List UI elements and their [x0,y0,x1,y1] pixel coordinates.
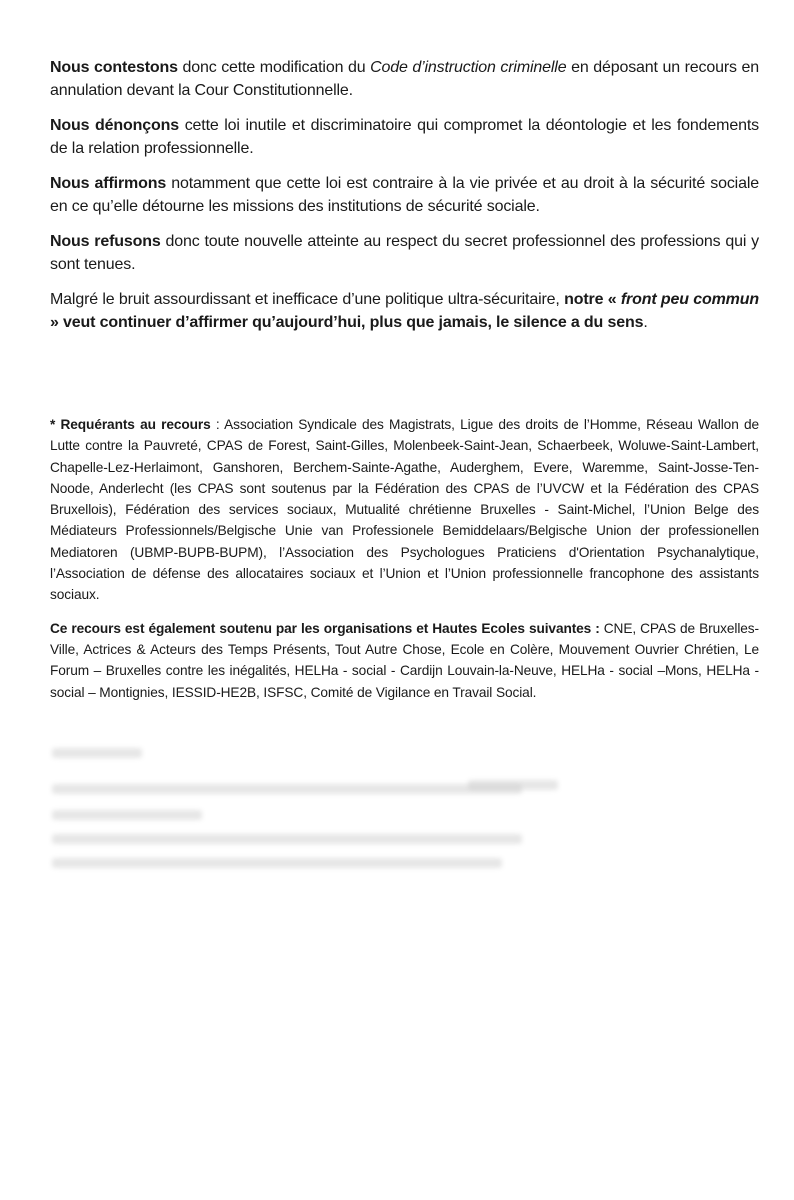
paragraph-affirmons [50,172,759,218]
redacted-line [52,858,502,868]
closing-bold-end: » veut continuer d’affirmer qu’aujourd’hui, plus que jamais, le silence a du sens [50,314,644,331]
closing-text: Malgré le bruit assourdissant et inefficace d’une politique ultra-sécuritaire, [50,291,565,308]
paragraph-text: cette loi inutile et discriminatoire qui compromet la déontologie et les fondements de la relation professionnelle. [50,117,759,157]
closing-period: . [643,314,648,331]
soutien-note [50,618,759,703]
soutien-text: CNE, CPAS de Bruxelles-Ville, Actrices & Acteurs des Temps Présents, Tout Autre Chose, Ecole en Colère, Mouvement Ouvrier Chrétien, Le Forum – Bruxelles contre les inégalités, HELHa - social - Cardijn Louvain-la-Neuve, HELHa - social –Mons, HELHa - social – Montignies, IESSID-HE2B, ISFSC, Comité de Vigilance en Travail Social. [50,620,759,700]
redacted-line [52,748,142,758]
front-peu-commun: front peu commun [620,291,760,308]
code-title: Code d’instruction criminelle [370,59,567,76]
paragraph-text: notamment que cette loi est contraire à la vie privée et au droit à la sécurité sociale en ce qu’elle détourne les missions des institutions de sécurité sociale. [50,175,759,215]
lead-refusons: Nous refusons [50,233,161,250]
paragraph-closing [50,288,759,334]
paragraph-refusons [50,230,759,276]
redacted-line [52,784,522,794]
requerants-note [50,414,759,606]
requerants-text: : Association Syndicale des Magistrats, Ligue des droits de l’Homme, Réseau Wallon de Lutte contre la Pauvreté, CPAS de Forest, Saint-Gilles, Molenbeek-Saint-Jean, Schaerbeek, Woluwe-Saint-Lambert, Chapelle-Lez-Herlaimont, Ganshoren, Berchem-Sainte-Agathe, Auderghem, Evere, Waremme, Saint-Josse-Ten-Noode, Anderlecht (les CPAS sont soutenus par la Fédération des CPAS de l’UVCW et la Fédération des CPAS Bruxellois), Fédération des services sociaux, Mutualité chrétienne Bruxelles - Saint-Michel, l’Union Belge des Médiateurs Professionnels/Belgische Unie van Professionele Bemiddelaars/Belgische Union der professionellen Mediatoren (UBMP-BUPB-BUPM), l’Association des Psychologues Praticiens d'Orientation Psychanalytique, l’Association de défense des allocataires sociaux et l’Union et l’Union professionnelle francophone des assistants sociaux. [50,417,760,603]
redacted-line [52,810,202,820]
redacted-line [468,780,558,790]
redacted-line [52,834,522,844]
closing-bold-start: notre « [564,291,621,308]
statement-section [50,56,759,346]
requerants-label: * Requérants au recours [50,417,211,432]
notes-section [50,414,759,715]
soutien-label: Ce recours est également soutenu par les organisations et Hautes Ecoles suivantes : [50,620,600,636]
lead-contestons: Nous contestons [50,59,178,76]
paragraph-text: en déposant un recours en annulation devant la Cour Constitutionnelle. [50,59,759,99]
lead-denoncons: Nous dénonçons [50,117,180,134]
paragraph-text: donc toute nouvelle atteinte au respect du secret professionnel des professions qui y sont tenues. [50,233,759,273]
paragraph-contestons [50,56,759,102]
paragraph-text: donc cette modification du [177,59,371,76]
redacted-contact-block [48,742,568,872]
paragraph-denoncons [50,114,759,160]
lead-affirmons: Nous affirmons [50,175,167,192]
